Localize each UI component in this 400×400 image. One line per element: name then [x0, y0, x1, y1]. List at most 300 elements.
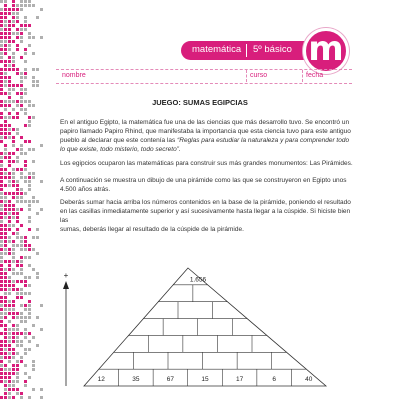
field-separator	[246, 70, 247, 82]
pattern-square	[16, 48, 19, 51]
pattern-square	[24, 20, 27, 23]
pattern-square	[12, 308, 15, 311]
pattern-square	[20, 92, 23, 95]
pattern-square	[12, 208, 15, 211]
pattern-square	[24, 380, 27, 383]
pattern-square	[20, 172, 23, 175]
pattern-square	[12, 384, 15, 387]
pattern-square	[24, 48, 27, 51]
pattern-square	[12, 324, 15, 327]
pattern-square	[4, 364, 7, 367]
pattern-square	[4, 224, 7, 227]
pattern-square	[24, 112, 27, 115]
pattern-square	[12, 348, 15, 351]
pattern-square	[0, 308, 3, 311]
pattern-square	[4, 356, 7, 359]
pattern-square	[4, 72, 7, 75]
pattern-square	[16, 220, 19, 223]
pattern-square	[20, 356, 23, 359]
pattern-square	[12, 144, 15, 147]
pattern-square	[24, 160, 27, 163]
pattern-square	[24, 336, 27, 339]
pattern-square	[8, 60, 11, 63]
pattern-square	[16, 28, 19, 31]
pattern-square	[20, 288, 23, 291]
pattern-square	[8, 84, 11, 87]
pattern-square	[12, 60, 15, 63]
pattern-square	[16, 68, 19, 71]
pattern-square	[16, 196, 19, 199]
pattern-square	[20, 8, 23, 11]
pattern-square	[12, 356, 15, 359]
pattern-square	[0, 364, 3, 367]
pattern-square	[4, 272, 7, 275]
pattern-square	[0, 24, 3, 27]
pattern-square	[20, 24, 23, 27]
pattern-square	[8, 208, 11, 211]
pattern-square	[20, 40, 23, 43]
intro-line: pueblo al declarar que este contenía las	[60, 137, 176, 144]
pattern-square	[4, 396, 7, 399]
pattern-square	[16, 72, 19, 75]
pattern-square	[4, 300, 7, 303]
pattern-square	[20, 80, 23, 83]
pattern-square	[0, 268, 3, 271]
drawing-paragraph	[60, 176, 356, 194]
pattern-square	[20, 248, 23, 251]
pattern-square	[20, 264, 23, 267]
pattern-square	[12, 328, 15, 331]
pattern-square	[24, 244, 27, 247]
pattern-square	[12, 396, 15, 399]
pattern-square	[16, 92, 19, 95]
pattern-square	[0, 376, 3, 379]
pattern-square	[24, 0, 27, 3]
pattern-square	[0, 300, 3, 303]
pattern-square	[8, 264, 11, 267]
pattern-square	[32, 172, 35, 175]
pattern-square	[8, 92, 11, 95]
pattern-square	[32, 268, 35, 271]
pattern-square	[20, 148, 23, 151]
pattern-square	[24, 24, 27, 27]
pyramid-base-value: 40	[305, 375, 313, 383]
pattern-square	[28, 220, 31, 223]
pattern-square	[16, 116, 19, 119]
pyramid-base-value: 15	[201, 375, 209, 383]
pattern-square	[8, 220, 11, 223]
pattern-square	[16, 32, 19, 35]
date-label: fecha	[306, 72, 324, 79]
pattern-square	[12, 40, 15, 43]
pattern-square	[24, 348, 27, 351]
pyramid-base-value: 67	[166, 375, 175, 383]
pattern-square	[0, 220, 3, 223]
pattern-square	[8, 28, 11, 31]
pattern-square	[8, 288, 11, 291]
pattern-square	[12, 284, 15, 287]
pattern-square	[12, 300, 15, 303]
pattern-square	[4, 8, 7, 11]
pattern-square	[8, 44, 11, 47]
pattern-square	[16, 180, 19, 183]
pattern-square	[12, 312, 15, 315]
pattern-square	[0, 180, 3, 183]
pattern-square	[28, 172, 31, 175]
pattern-square	[8, 152, 11, 155]
pattern-square	[36, 84, 39, 87]
pattern-square	[24, 256, 27, 259]
pattern-square	[16, 376, 19, 379]
pattern-square	[8, 268, 11, 271]
pattern-square	[16, 184, 19, 187]
pattern-square	[4, 248, 7, 251]
pattern-square	[20, 208, 23, 211]
pattern-square	[20, 76, 23, 79]
pattern-square	[16, 344, 19, 347]
pattern-square	[0, 348, 3, 351]
pattern-square	[12, 240, 15, 243]
pattern-square	[0, 248, 3, 251]
pattern-square	[16, 236, 19, 239]
pattern-square	[20, 396, 23, 399]
pattern-square	[0, 20, 3, 23]
pattern-square	[28, 264, 31, 267]
pattern-square	[16, 340, 19, 343]
pattern-square	[24, 316, 27, 319]
pattern-square	[16, 352, 19, 355]
pattern-square	[24, 152, 27, 155]
pattern-square	[12, 196, 15, 199]
pattern-square	[4, 232, 7, 235]
pattern-square	[4, 292, 7, 295]
pattern-square	[0, 152, 3, 155]
pattern-square	[4, 28, 7, 31]
pattern-square	[0, 320, 3, 323]
pattern-square	[4, 120, 7, 123]
pattern-square	[4, 24, 7, 27]
pattern-square	[0, 272, 3, 275]
pattern-square	[32, 364, 35, 367]
pattern-square	[12, 140, 15, 143]
pattern-square	[4, 276, 7, 279]
pattern-square	[0, 284, 3, 287]
pattern-square	[24, 280, 27, 283]
pattern-square	[8, 204, 11, 207]
pattern-square	[20, 88, 23, 91]
field-top-line	[56, 69, 352, 70]
pattern-square	[8, 48, 11, 51]
pattern-square	[4, 316, 7, 319]
drawing-line: A continuación se muestra un dibujo de una pirámide como las que se construyeron en Egipto unos	[60, 177, 347, 184]
pattern-square	[0, 260, 3, 263]
pattern-square	[4, 52, 7, 55]
pattern-square	[8, 248, 11, 251]
pattern-square	[32, 196, 35, 199]
pattern-square	[8, 224, 11, 227]
pattern-square	[0, 76, 3, 79]
pattern-square	[4, 64, 7, 67]
pattern-square	[12, 256, 15, 259]
pattern-square	[28, 44, 31, 47]
pattern-square	[12, 372, 15, 375]
pattern-square	[0, 340, 3, 343]
pattern-square	[32, 84, 35, 87]
pattern-square	[0, 256, 3, 259]
pattern-square	[24, 320, 27, 323]
intro-quote: “Reglas para estudiar la naturaleza y para comprender todo	[177, 137, 350, 144]
pattern-square	[28, 256, 31, 259]
pattern-square	[8, 276, 11, 279]
pattern-square	[8, 380, 11, 383]
pattern-square	[16, 260, 19, 263]
pattern-square	[24, 180, 27, 183]
pattern-square	[8, 368, 11, 371]
pattern-square	[12, 84, 15, 87]
pattern-square	[36, 80, 39, 83]
pattern-square	[28, 228, 31, 231]
pattern-square	[4, 384, 7, 387]
pattern-square	[0, 84, 3, 87]
pattern-square	[4, 336, 7, 339]
pattern-square	[8, 36, 11, 39]
pattern-square	[8, 328, 11, 331]
pattern-square	[8, 64, 11, 67]
pattern-square	[36, 276, 39, 279]
pattern-square	[8, 292, 11, 295]
pattern-square	[8, 112, 11, 115]
pattern-square	[20, 268, 23, 271]
pattern-square	[16, 128, 19, 131]
pattern-square	[8, 240, 11, 243]
pattern-square	[4, 116, 7, 119]
pattern-square	[28, 208, 31, 211]
pattern-square	[12, 224, 15, 227]
pattern-square	[16, 156, 19, 159]
pattern-square	[4, 352, 7, 355]
pattern-square	[4, 84, 7, 87]
pattern-square	[12, 176, 15, 179]
pattern-square	[0, 352, 3, 355]
pattern-square	[4, 176, 7, 179]
pattern-square	[24, 200, 27, 203]
pattern-square	[16, 44, 19, 47]
up-arrow-head	[63, 281, 69, 289]
pattern-square	[20, 316, 23, 319]
page-title: JUEGO: SUMAS EGIPCIAS	[152, 98, 248, 107]
pattern-square	[12, 64, 15, 67]
pattern-square	[32, 76, 35, 79]
instructions-line: Deberás sumar hacia arriba los números contenidos en la base de la pirámide, poniendo el resultado	[60, 199, 351, 206]
pattern-square	[24, 332, 27, 335]
pattern-square	[4, 0, 7, 3]
pattern-square	[24, 88, 27, 91]
pattern-square	[20, 72, 23, 75]
pattern-square	[8, 284, 11, 287]
pattern-square	[8, 128, 11, 131]
pattern-square	[12, 88, 15, 91]
pattern-square	[32, 80, 35, 83]
pattern-square	[16, 36, 19, 39]
pattern-square	[0, 8, 3, 11]
pattern-square	[8, 80, 11, 83]
pattern-square	[16, 324, 19, 327]
pattern-square	[4, 12, 7, 15]
pattern-square	[24, 248, 27, 251]
drawing-line: 4.500 años atrás.	[60, 186, 111, 193]
pattern-square	[4, 148, 7, 151]
pattern-square	[8, 348, 11, 351]
pattern-square	[16, 84, 19, 87]
pattern-square	[0, 128, 3, 131]
pattern-square	[28, 188, 31, 191]
pattern-square	[4, 124, 7, 127]
pattern-square	[4, 132, 7, 135]
pattern-square	[8, 200, 11, 203]
pattern-square	[12, 20, 15, 23]
pattern-square	[28, 292, 31, 295]
subject-label: matemática	[192, 44, 242, 55]
pattern-square	[20, 108, 23, 111]
pattern-square	[32, 248, 35, 251]
pattern-square	[12, 340, 15, 343]
pattern-square	[4, 156, 7, 159]
pattern-square	[20, 320, 23, 323]
pattern-square	[0, 228, 3, 231]
pattern-square	[32, 176, 35, 179]
pattern-square	[28, 124, 31, 127]
pattern-square	[32, 148, 35, 151]
sum-pyramid	[56, 262, 356, 400]
pattern-square	[20, 344, 23, 347]
pattern-square	[8, 56, 11, 59]
pattern-square	[8, 372, 11, 375]
pattern-square	[28, 312, 31, 315]
pattern-square	[16, 212, 19, 215]
pattern-square	[20, 312, 23, 315]
pattern-square	[20, 192, 23, 195]
pattern-square	[12, 108, 15, 111]
pattern-square	[28, 284, 31, 287]
pattern-square	[12, 12, 15, 15]
pattern-square	[24, 240, 27, 243]
pattern-square	[16, 200, 19, 203]
pattern-square	[4, 144, 7, 147]
pattern-square	[4, 228, 7, 231]
pattern-square	[16, 312, 19, 315]
pattern-square	[16, 392, 19, 395]
pattern-square	[40, 388, 43, 391]
pattern-square	[20, 56, 23, 59]
pattern-square	[4, 240, 7, 243]
pattern-square	[28, 248, 31, 251]
pattern-square	[8, 180, 11, 183]
pattern-square	[8, 20, 11, 23]
pattern-square	[0, 124, 3, 127]
pattern-square	[16, 232, 19, 235]
pattern-square	[8, 116, 11, 119]
pattern-square	[0, 204, 3, 207]
pattern-square	[8, 184, 11, 187]
pattern-square	[12, 4, 15, 7]
pattern-square	[16, 328, 19, 331]
pattern-square	[8, 212, 11, 215]
pattern-square	[20, 392, 23, 395]
pattern-square	[0, 396, 3, 399]
pattern-square	[4, 68, 7, 71]
pattern-square	[4, 388, 7, 391]
pattern-square	[20, 304, 23, 307]
pattern-square	[28, 140, 31, 143]
pattern-square	[24, 308, 27, 311]
pattern-square	[20, 256, 23, 259]
pattern-square	[40, 328, 43, 331]
pattern-square	[8, 384, 11, 387]
pattern-square	[24, 140, 27, 143]
pattern-square	[36, 236, 39, 239]
pattern-square	[20, 244, 23, 247]
pattern-square	[0, 68, 3, 71]
pyramid-top-value: 1.656	[189, 276, 207, 284]
pattern-square	[8, 156, 11, 159]
pattern-square	[12, 32, 15, 35]
pattern-square	[20, 224, 23, 227]
pattern-square	[28, 24, 31, 27]
pattern-square	[16, 292, 19, 295]
pattern-square	[8, 88, 11, 91]
grade-label: 5º básico	[253, 44, 292, 55]
instructions-line: sumas, deberás llegar al resultado de la cúspide de la pirámide.	[60, 226, 244, 233]
pattern-square	[0, 156, 3, 159]
pattern-square	[24, 124, 27, 127]
pattern-square	[8, 332, 11, 335]
pattern-square	[16, 380, 19, 383]
pattern-square	[16, 296, 19, 299]
pattern-square	[16, 336, 19, 339]
pattern-square	[12, 152, 15, 155]
pattern-square	[4, 368, 7, 371]
pattern-square	[28, 396, 31, 399]
pattern-square	[4, 36, 7, 39]
pattern-square	[12, 280, 15, 283]
pattern-square	[4, 108, 7, 111]
pyramid-base-value: 12	[97, 375, 105, 383]
pattern-square	[12, 172, 15, 175]
pattern-square	[16, 12, 19, 15]
pattern-square	[0, 288, 3, 291]
pattern-square	[16, 188, 19, 191]
pattern-square	[12, 0, 15, 3]
pattern-square	[28, 276, 31, 279]
intro-quote: lo que existe, todo misterio, todo secreto”.	[60, 146, 181, 153]
pattern-square	[0, 324, 3, 327]
pattern-square	[0, 28, 3, 31]
pattern-square	[20, 32, 23, 35]
pattern-square	[16, 16, 19, 19]
pattern-square	[28, 36, 31, 39]
pattern-square	[0, 188, 3, 191]
instructions-paragraph	[60, 198, 356, 234]
pattern-square	[28, 0, 31, 3]
pattern-square	[8, 12, 11, 15]
pattern-square	[32, 160, 35, 163]
pattern-square	[8, 124, 11, 127]
pattern-square	[24, 192, 27, 195]
pattern-square	[20, 28, 23, 31]
pattern-square	[12, 136, 15, 139]
pattern-square	[40, 8, 43, 11]
pattern-square	[20, 236, 23, 239]
